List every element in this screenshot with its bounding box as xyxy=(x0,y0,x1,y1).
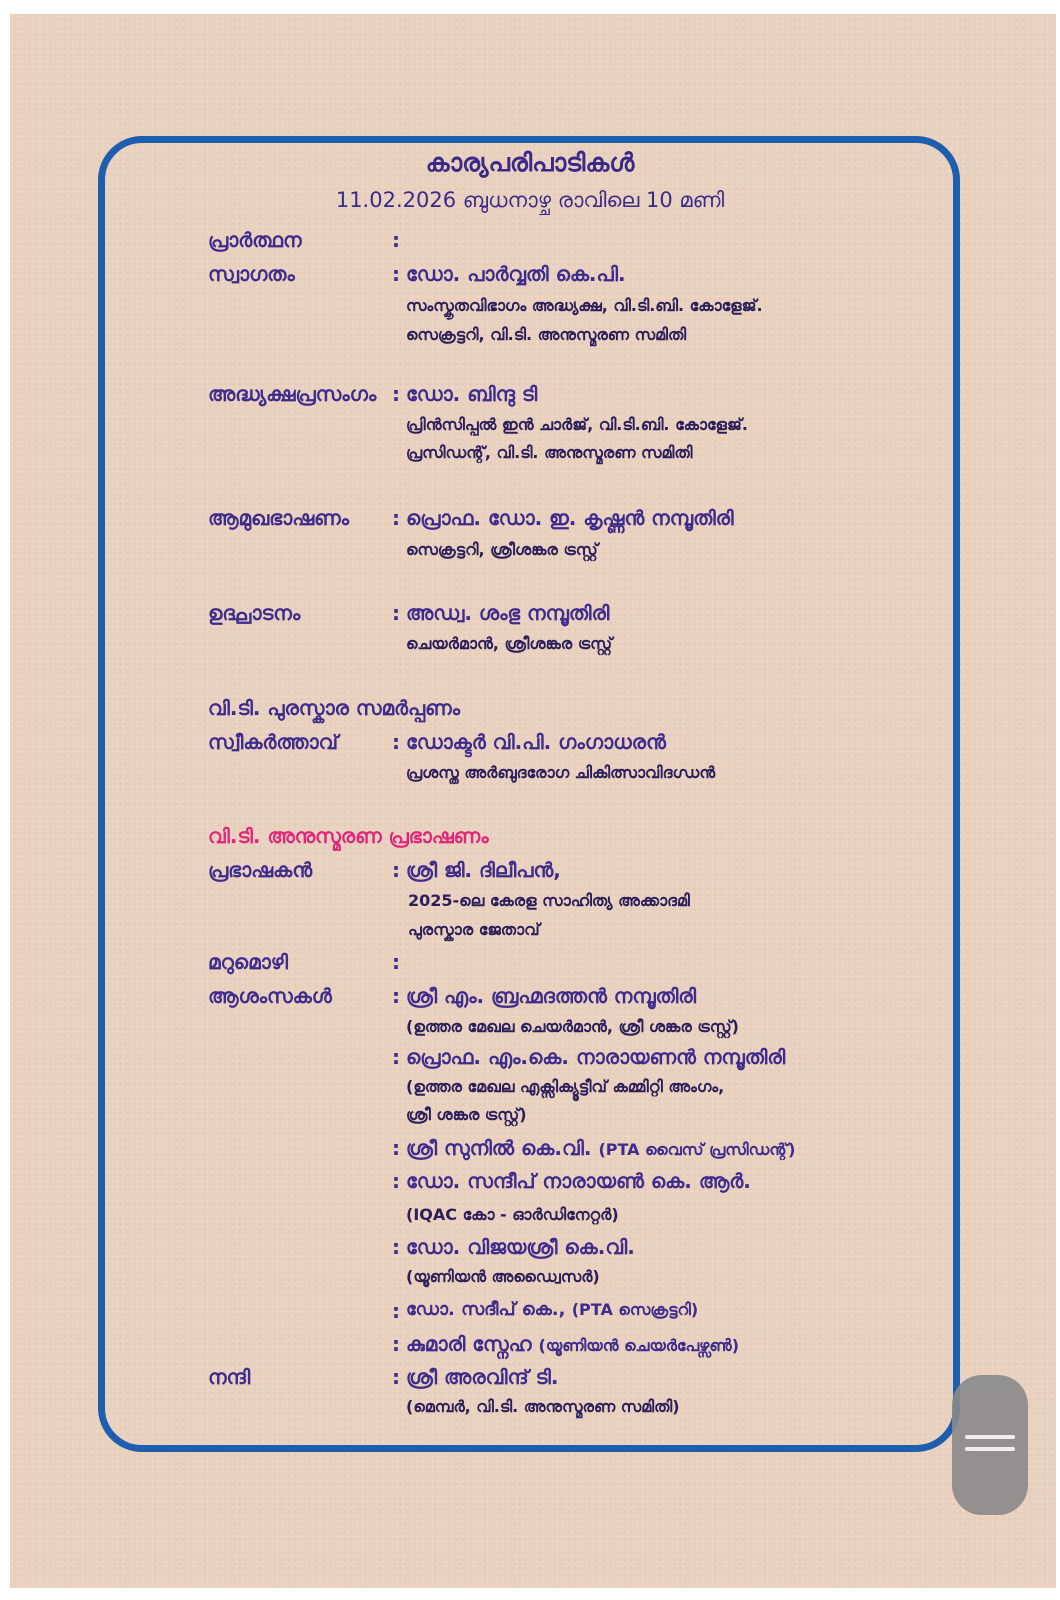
speaker-detail: 2025-ലെ കേരള സാഹിത്യ അക്കാദമി xyxy=(408,891,690,910)
row-label: അദ്ധ്യക്ഷപ്രസംഗം xyxy=(208,382,377,406)
speaker-detail: സംസ്കൃതവിഭാഗം അദ്ധ്യക്ഷ, വി.ടി.ബി. കോളേജ്. xyxy=(406,296,763,315)
speaker-name: ശ്രീ എം. ബ്രഹ്മദത്തൻ നമ്പൂതിരി xyxy=(406,984,697,1008)
speaker-name: കുമാരി സ്നേഹ xyxy=(406,1332,532,1356)
scroll-handle-button[interactable] xyxy=(952,1375,1028,1515)
page-title: കാര്യപരിപാടികൾ xyxy=(425,148,635,177)
speaker-detail: പ്രസിഡന്റ്, വി.ടി. അനുസ്മരണ സമിതി xyxy=(406,443,693,462)
speaker-detail: പ്രശസ്ത അർബുദരോഗ ചികിത്സാവിദഗ്ധൻ xyxy=(406,763,716,782)
speaker-name: ഡോ. സന്ദീപ് നാരായൺ കെ. ആർ. xyxy=(406,1169,751,1193)
speaker-name: ശ്രീ ജി. ദിലീപൻ, xyxy=(406,858,561,882)
speaker-detail: (മെമ്പർ, വി.ടി. അനുസ്മരണ സമിതി) xyxy=(406,1397,680,1416)
speaker-role: (PTA വൈസ് പ്രസിഡന്റ്) xyxy=(598,1140,796,1159)
speaker-detail: (IQAC കോ - ഓർഡിനേറ്റർ) xyxy=(406,1205,619,1224)
speaker-name: പ്രൊഫ. എം.കെ. നാരായണൻ നമ്പൂതിരി xyxy=(406,1045,786,1069)
speaker-detail: (ഉത്തര മേഖല എക്സിക്യൂട്ടീവ് കമ്മിറ്റി അംഗം, xyxy=(406,1077,725,1096)
speaker-detail: (യൂണിയൻ അഡ്വൈസർ) xyxy=(406,1267,600,1286)
speaker-name: ഡോ. സദീപ് കെ., xyxy=(406,1299,566,1320)
row-label: ഉദ്ഘാടനം xyxy=(208,601,301,625)
speaker-role: (യൂണിയൻ ചെയർപേഴ്സൺ) xyxy=(538,1336,740,1355)
speaker-detail: ശ്രീ ശങ്കര ട്രസ്റ്റ്) xyxy=(406,1105,527,1124)
row-label: ആശംസകൾ xyxy=(208,984,332,1008)
speaker-name: ഡോ. വിജയശ്രീ കെ.വി. xyxy=(406,1235,635,1259)
row-label: ആമുഖഭാഷണം xyxy=(208,506,350,530)
speaker-detail: സെക്രട്ടറി, ശ്രീശങ്കര ട്രസ്റ്റ് xyxy=(406,540,598,559)
speaker-name: ഡോക്ടർ വി.പി. ഗംഗാധരൻ xyxy=(406,730,666,754)
speaker-detail: ചെയർമാൻ, ശ്രീശങ്കര ട്രസ്റ്റ് xyxy=(406,634,613,653)
date-time: 11.02.2026 ബുധനാഴ്ച രാവിലെ 10 മണി xyxy=(335,188,725,212)
row-label: പ്രഭാഷകൻ xyxy=(208,858,313,882)
speaker-detail: പുരസ്കാര ജേതാവ് xyxy=(408,920,540,939)
speaker-name: ഡോ. പാർവ്വതി കെ.പി. xyxy=(406,262,626,286)
speaker-name: പ്രൊഫ. ഡോ. ഇ. കൃഷ്ണൻ നമ്പൂതിരി xyxy=(406,506,734,530)
speaker-name: ശ്രീ സുനിൽ കെ.വി. xyxy=(406,1136,592,1160)
speaker-name: ഡോ. ബിന്ദു ടി xyxy=(406,382,538,406)
speaker-detail: (ഉത്തര മേഖല ചെയർമാൻ, ശ്രീ ശങ്കര ട്രസ്റ്റ്) xyxy=(406,1017,739,1036)
speaker-name: ശ്രീ അരവിന്ദ് ടി. xyxy=(406,1365,559,1389)
row-label: സ്വീകർത്താവ് xyxy=(208,730,338,754)
speaker-detail: പ്രിൻസിപ്പൽ ഇൻ ചാർജ്, വി.ടി.ബി. കോളേജ്. xyxy=(406,415,748,434)
row-label: നന്ദി xyxy=(208,1365,251,1389)
row-label: മറുമൊഴി xyxy=(208,950,288,974)
speaker-role: (PTA സെക്രട്ടറി) xyxy=(571,1300,699,1319)
row-label: പ്രാർത്ഥന xyxy=(208,228,302,252)
speaker-name: അഡ്വ. ശംഭു നമ്പൂതിരി xyxy=(406,601,610,625)
speaker-detail: സെക്രട്ടറി, വി.ടി. അനുസ്മരണ സമിതി xyxy=(406,325,687,344)
row-label: സ്വാഗതം xyxy=(208,262,295,286)
